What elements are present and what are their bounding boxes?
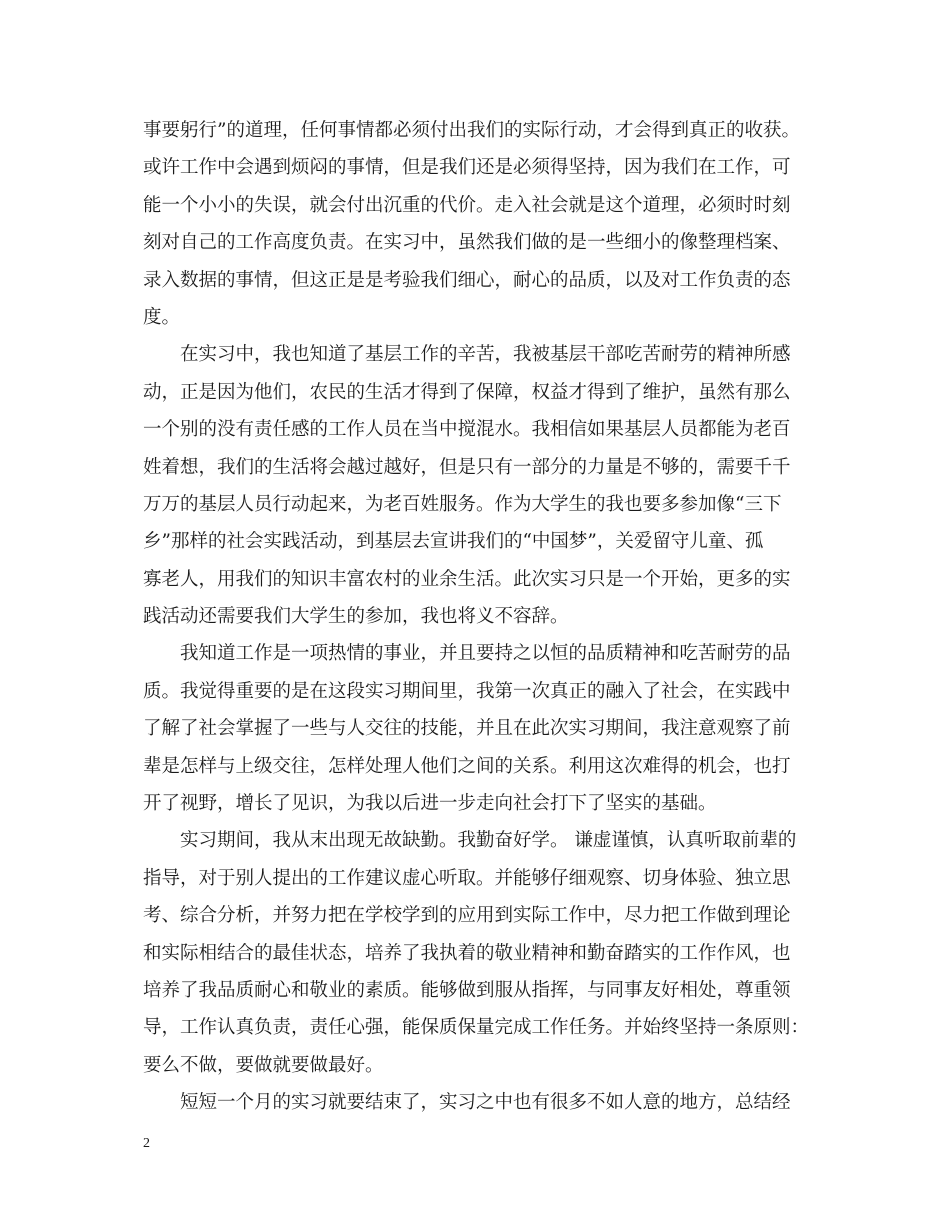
- text-line: 录入数据的事情，但这正是是考验我们细心，耐心的品质，以及对工作负责的态: [143, 269, 791, 291]
- text-line: 度。: [143, 306, 181, 328]
- text-line: 践活动还需要我们大学生的参加，我也将义不容辞。: [143, 606, 569, 628]
- text-line: 寡老人，用我们的知识丰富农村的业余生活。此次实习只是一个开始，更多的实: [143, 568, 791, 590]
- text-line: 了解了社会掌握了一些与人交往的技能，并且在此次实习期间，我注意观察了前: [143, 718, 791, 740]
- text-line: 一个别的没有责任感的工作人员在当中搅混水。我相信如果基层人员都能为老百: [143, 419, 791, 441]
- text-line: 姓着想，我们的生活将会越过越好，但是只有一部分的力量是不够的，需要千千: [143, 456, 791, 478]
- text-line: 辈是怎样与上级交往，怎样处理人他们之间的关系。利用这次难得的机会，也打: [143, 755, 791, 777]
- text-line: 质。我觉得重要的是在这段实习期间里，我第一次真正的融入了社会，在实践中: [143, 680, 791, 702]
- text-line: 要么不做，要做就要做最好。: [143, 1054, 384, 1076]
- text-line: 刻对自己的工作高度负责。在实习中，虽然我们做的是一些细小的像整理档案、: [143, 232, 791, 254]
- text-line: 乡”那样的社会实践活动，到基层去宣讲我们的“中国梦”，关爱留守儿童、孤: [143, 531, 764, 553]
- paragraph-first-line: 在实习中，我也知道了基层工作的辛苦，我被基层干部吃苦耐劳的精神所感: [180, 344, 791, 366]
- text-line: 考、综合分析，并努力把在学校学到的应用到实际工作中，尽力把工作做到理论: [143, 905, 791, 927]
- text-line: 动，正是因为他们，农民的生活才得到了保障，权益才得到了维护，虽然有那么: [143, 381, 791, 403]
- text-line: 事要躬行”的道理，任何事情都必须付出我们的实际行动，才会得到真正的收获。: [143, 120, 800, 141]
- text-line: 开了视野，增长了见识，为我以后进一步走向社会打下了坚实的基础。: [143, 793, 717, 815]
- text-line: 或许工作中会遇到烦闷的事情，但是我们还是必须得坚持，因为我们在工作，可: [143, 157, 791, 179]
- body-text: [143, 112, 815, 1122]
- paragraph-first-line: 短短一个月的实习就要结束了，实习之中也有很多不如人意的地方，总结经: [180, 1092, 791, 1114]
- text-line: 能一个小小的失误，就会付出沉重的代价。走入社会就是这个道理，必须时时刻: [143, 194, 791, 216]
- text-line: 培养了我品质耐心和敬业的素质。能够做到服从指挥，与同事友好相处，尊重领: [143, 979, 791, 1001]
- paragraph-first-line: 我知道工作是一项热情的事业，并且要持之以恒的品质精神和吃苦耐劳的品: [180, 643, 791, 665]
- text-line: 导，工作认真负责，责任心强，能保质保量完成工作任务。并始终坚持一条原则：: [143, 1017, 810, 1039]
- text-line: 万万的基层人员行动起来，为老百姓服务。作为大学生的我也要多参加像“三下: [143, 493, 782, 515]
- page-number: 2: [143, 1136, 150, 1151]
- text-line: 指导，对于别人提出的工作建议虚心听取。并能够仔细观察、切身体验、独立思: [143, 867, 791, 889]
- text-line: 和实际相结合的最佳状态，培养了我执着的敬业精神和勤奋踏实的工作作风，也: [143, 942, 791, 964]
- paragraph-first-line: 实习期间，我从末出现无故缺勤。我勤奋好学。 谦虚谨慎，认真听取前辈的: [180, 830, 797, 852]
